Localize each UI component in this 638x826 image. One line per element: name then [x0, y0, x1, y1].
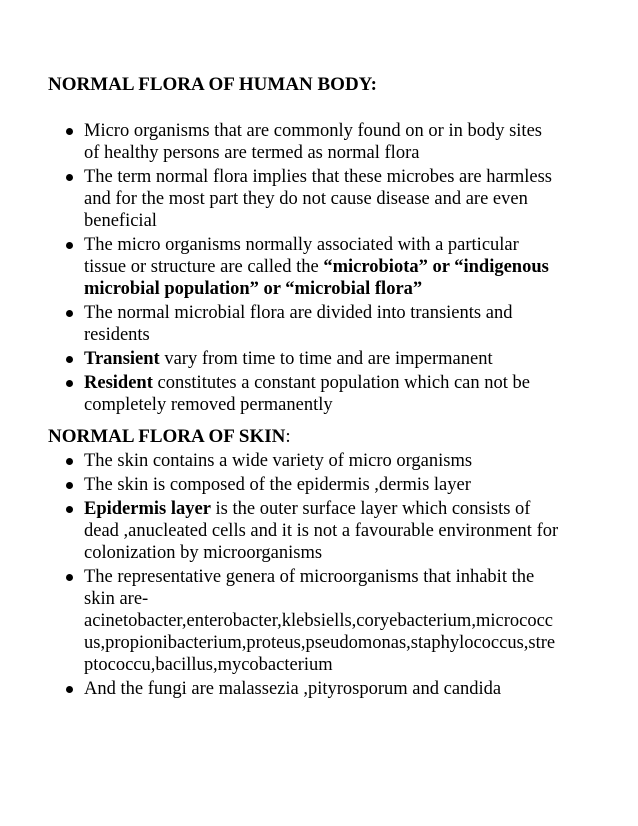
item-text: is the outer surface layer which consists of dead ,anucleated cells and it is not a favourable environment for colonization by microorganisms: [84, 499, 559, 563]
list-item: [0, 372, 562, 416]
bullet-icon: [66, 458, 73, 465]
list-item: [0, 450, 562, 472]
bullet-icon: [66, 686, 73, 693]
item-text: The skin is composed of the epidermis ,dermis layer: [84, 475, 471, 495]
list-item: [0, 302, 562, 346]
bullet-icon: [66, 128, 73, 135]
item-bold-text: “microbiota” or “indigenous microbial population” or “microbial flora”: [84, 257, 549, 299]
bullet-icon: [66, 174, 73, 181]
heading-colon: :: [285, 426, 291, 447]
list-item: [0, 678, 562, 700]
bullet-icon: [66, 356, 73, 363]
list-item: [0, 120, 562, 164]
list-item: [0, 474, 562, 496]
item-bold-text: Transient: [84, 349, 160, 369]
list-item: [0, 234, 562, 300]
item-text: vary from time to time and are impermanent: [159, 349, 493, 369]
item-text: constitutes a constant population which can not be completely removed permanently: [84, 373, 530, 415]
heading-text: NORMAL FLORA OF HUMAN BODY:: [48, 74, 377, 95]
item-text: The normal microbial flora are divided into transients and residents: [84, 303, 513, 345]
human-body-bullet-list: [0, 120, 638, 418]
bullet-icon: [66, 482, 73, 489]
item-text: Micro organisms that are commonly found on or in body sites of healthy persons are termed as normal flora: [84, 121, 542, 163]
item-bold-text: Epidermis layer: [84, 499, 211, 519]
bullet-icon: [66, 506, 73, 513]
item-text: The skin contains a wide variety of micro organisms: [84, 451, 473, 471]
bullet-icon: [66, 242, 73, 249]
bullet-icon: [66, 310, 73, 317]
heading-normal-flora-human-body: [48, 74, 377, 96]
skin-bullet-list: [0, 450, 638, 702]
genera-list-text: acinetobacter,enterobacter,klebsiells,coryebacterium,micrococcus,propionibacterium,proteus,pseudomonas,staphylococcus,streptococcu,bacillus,mycobacterium: [84, 611, 556, 675]
item-bold-text: Resident: [84, 373, 153, 393]
bullet-icon: [66, 574, 73, 581]
list-item: [0, 566, 562, 676]
bullet-icon: [66, 380, 73, 387]
item-text: And the fungi are malassezia ,pityrosporum and candida: [84, 679, 502, 699]
item-text: The micro organisms normally associated with a particular tissue or structure are called the: [84, 235, 519, 277]
heading-normal-flora-skin: [48, 426, 291, 448]
list-item: [0, 166, 562, 232]
heading-text: NORMAL FLORA OF SKIN: [48, 426, 286, 447]
list-item: [0, 498, 562, 564]
list-item: [0, 348, 562, 370]
item-text: The term normal flora implies that these microbes are harmless and for the most part they do not cause disease and are even beneficial: [84, 167, 552, 231]
item-text: The representative genera of microorganisms that inhabit the skin are-: [84, 567, 535, 609]
